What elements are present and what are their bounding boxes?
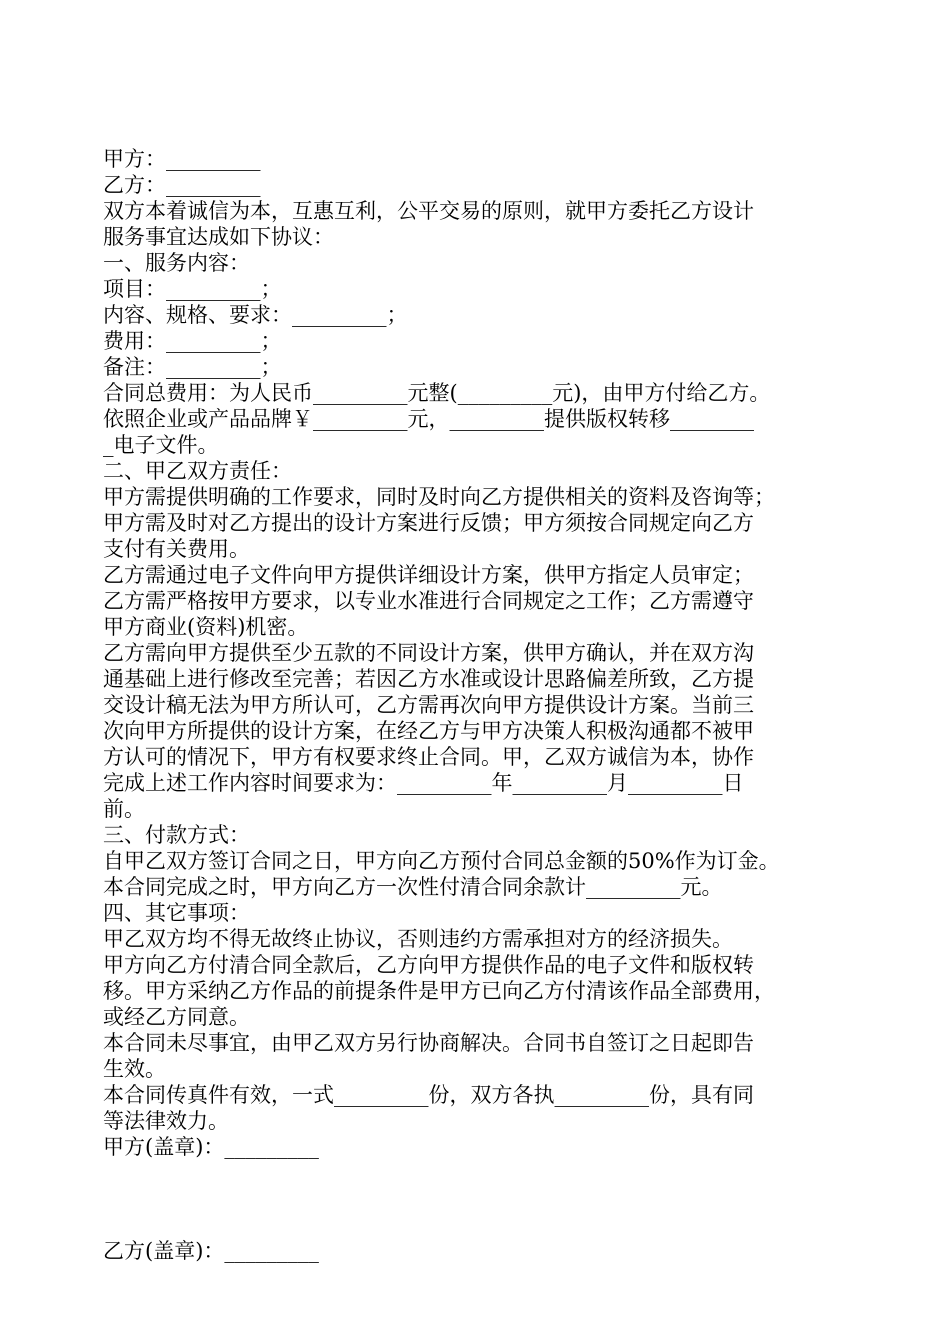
brand-fee-line: _电子文件。 bbox=[103, 433, 219, 457]
clause-line: 乙方需通过电子文件向甲方提供详细设计方案，供甲方指定人员审定； bbox=[103, 563, 754, 587]
intro-line: 双方本着诚信为本，互惠互利，公平交易的原则，就甲方委托乙方设计 bbox=[103, 199, 754, 223]
contract-document bbox=[103, 146, 858, 1264]
section-heading: 四、其它事项： bbox=[103, 901, 250, 925]
service-item-line: 项目：_________； bbox=[103, 277, 282, 301]
clause-line: 通基础上进行修改至完善；若因乙方水准或设计思路偏差所致，乙方提 bbox=[103, 667, 754, 691]
deadline-line: 完成上述工作内容时间要求为：_________年_________月_________日 bbox=[103, 771, 744, 795]
clause-line: 等法律效力。 bbox=[103, 1109, 229, 1133]
service-item-line: 备注：_________； bbox=[103, 355, 282, 379]
clause-line: 本合同未尽事宜，由甲乙双方另行协商解决。合同书自签订之日起即告 bbox=[103, 1031, 754, 1055]
brand-fee-line: 依照企业或产品品牌￥_________元，_________提供版权转移________ bbox=[103, 407, 754, 431]
clause-line: 乙方需向甲方提供至少五款的不同设计方案，供甲方确认，并在双方沟 bbox=[103, 641, 754, 665]
party-a-line: 甲方：_________ bbox=[103, 147, 261, 171]
intro-line: 服务事宜达成如下协议： bbox=[103, 225, 334, 249]
section-heading: 一、服务内容： bbox=[103, 251, 250, 275]
total-fee-line: 合同总费用：为人民币_________元整(_________元)，由甲方付给乙方。 bbox=[103, 381, 771, 405]
clause-line: 甲乙双方均不得无故终止协议，否则违约方需承担对方的经济损失。 bbox=[103, 927, 733, 951]
clause-line: 乙方需严格按甲方要求，以专业水准进行合同规定之工作；乙方需遵守 bbox=[103, 589, 754, 613]
clause-line: 交设计稿无法为甲方所认可，乙方需再次向甲方提供设计方案。当前三 bbox=[103, 693, 754, 717]
clause-line: 生效。 bbox=[103, 1057, 166, 1081]
clause-line: 甲方需及时对乙方提出的设计方案进行反馈；甲方须按合同规定向乙方 bbox=[103, 511, 754, 535]
deadline-line: 前。 bbox=[103, 797, 145, 821]
clause-line: 次向甲方所提供的设计方案，在经乙方与甲方决策人积极沟通都不被甲 bbox=[103, 719, 754, 743]
clause-line: 方认可的情况下，甲方有权要求终止合同。甲，乙双方诚信为本，协作 bbox=[103, 745, 754, 769]
signature-spacer bbox=[103, 1160, 858, 1238]
payment-line: 自甲乙双方签订合同之日，甲方向乙方预付合同总金额的50%作为订金。 bbox=[103, 849, 780, 873]
section-heading: 二、甲乙双方责任： bbox=[103, 459, 292, 483]
clause-line: 移。甲方采纳乙方作品的前提条件是甲方已向乙方付清该作品全部费用， bbox=[103, 979, 775, 1003]
service-item-line: 内容、规格、要求：_________； bbox=[103, 303, 408, 327]
clause-line: 支付有关费用。 bbox=[103, 537, 250, 561]
party-b-line: 乙方：_________ bbox=[103, 173, 261, 197]
party-a-seal-line: 甲方(盖章)：_________ bbox=[103, 1135, 319, 1159]
clause-line: 本合同传真件有效，一式_________份，双方各执_________份，具有同 bbox=[103, 1083, 754, 1107]
service-item-line: 费用：_________； bbox=[103, 329, 282, 353]
section-heading: 三、付款方式： bbox=[103, 823, 250, 847]
clause-line: 甲方向乙方付清合同全款后，乙方向甲方提供作品的电子文件和版权转 bbox=[103, 953, 754, 977]
clause-line: 甲方商业(资料)机密。 bbox=[103, 615, 309, 639]
clause-line: 甲方需提供明确的工作要求，同时及时向乙方提供相关的资料及咨询等； bbox=[103, 485, 775, 509]
payment-line: 本合同完成之时，甲方向乙方一次性付清合同余款计_________元。 bbox=[103, 875, 723, 899]
party-b-seal-line: 乙方(盖章)：_________ bbox=[103, 1239, 319, 1263]
clause-line: 或经乙方同意。 bbox=[103, 1005, 250, 1029]
